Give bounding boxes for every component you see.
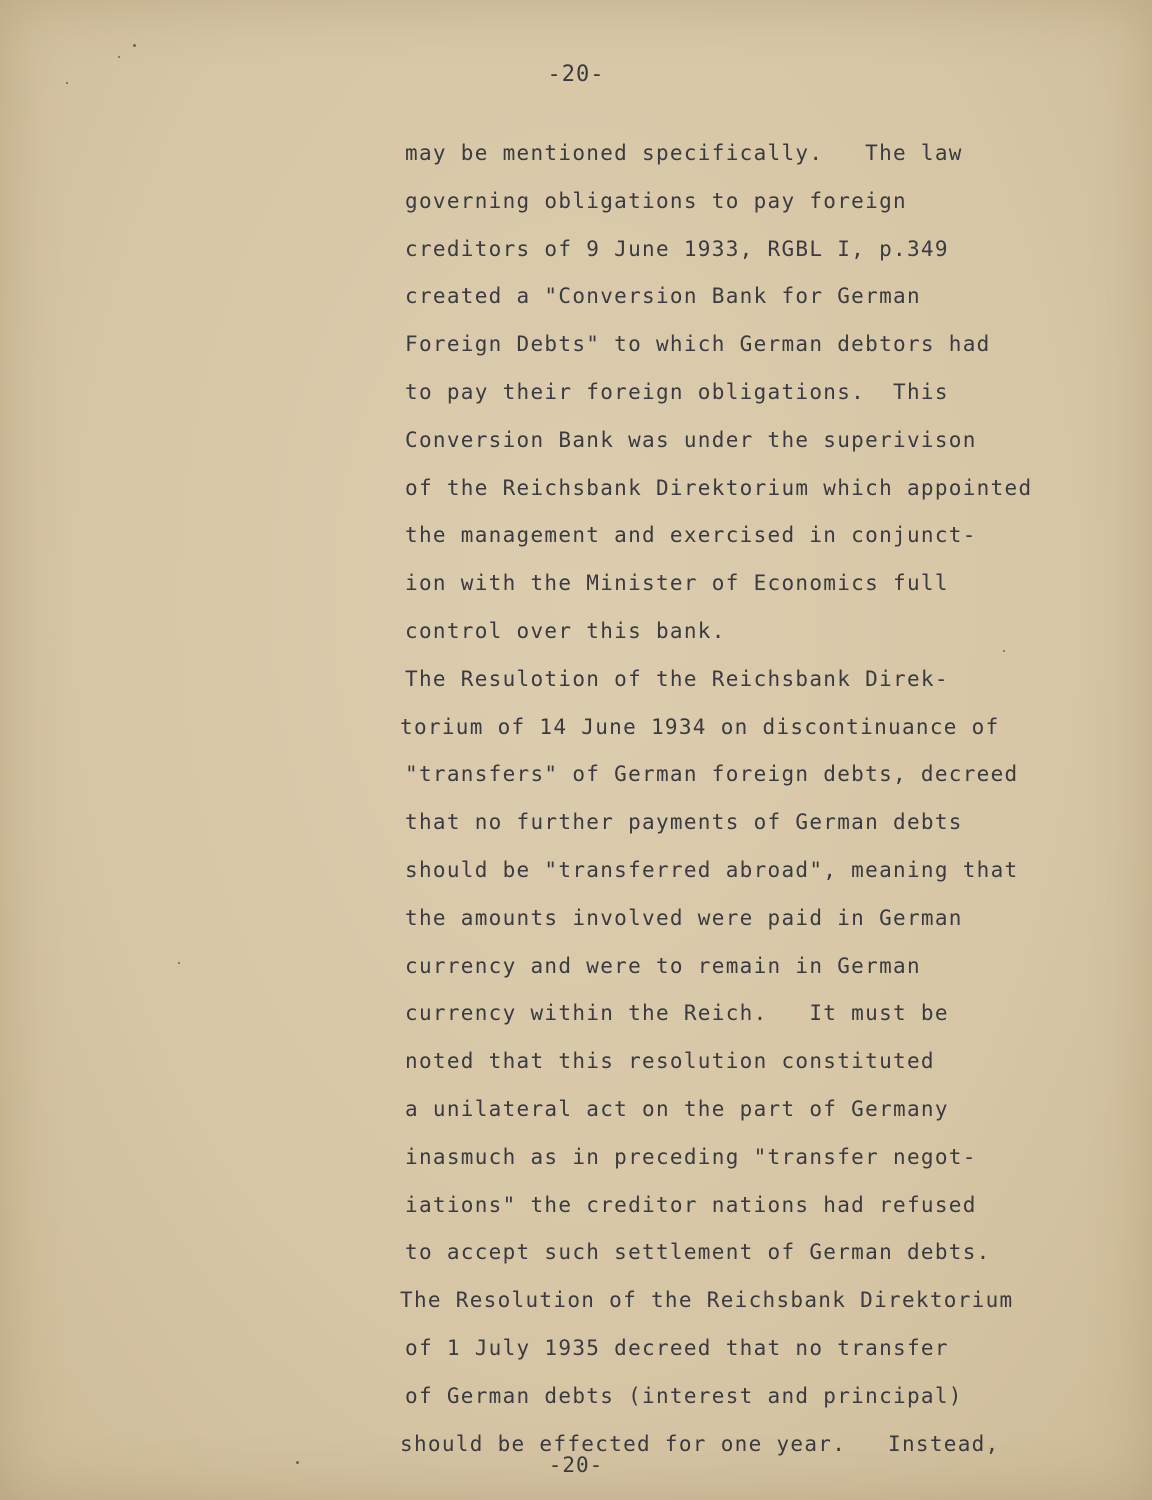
text-line: creditors of 9 June 1933, RGBL I, p.349 — [405, 236, 949, 261]
paper-speck — [178, 962, 180, 964]
paper-speck — [133, 44, 136, 47]
text-line: governing obligations to pay foreign — [405, 188, 907, 213]
text-line: iations" the creditor nations had refused — [405, 1192, 977, 1217]
text-line: noted that this resolution constituted — [405, 1049, 935, 1074]
text-line: torium of 14 June 1934 on discontinuance of — [400, 714, 1000, 739]
text-line: a unilateral act on the part of Germany — [405, 1096, 949, 1121]
text-line: control over this bank. — [405, 618, 726, 643]
text-line: to accept such settlement of German debts. — [405, 1240, 991, 1265]
text-line: "transfers" of German foreign debts, decreed — [405, 762, 1019, 787]
text-line: inasmuch as in preceding "transfer negot- — [405, 1144, 977, 1169]
text-line: that no further payments of German debts — [405, 810, 963, 835]
text-line: ion with the Minister of Economics full — [405, 571, 949, 596]
text-line: The Resulotion of the Reichsbank Direk- — [405, 666, 949, 691]
text-line: should be "transferred abroad", meaning that — [405, 857, 1019, 882]
text-line: of the Reichsbank Direktorium which appointed — [405, 475, 1033, 500]
text-line: should be effected for one year. Instead, — [400, 1431, 1000, 1456]
text-line: The Resolution of the Reichsbank Direktorium — [400, 1288, 1014, 1313]
text-line: currency within the Reich. It must be — [405, 1001, 949, 1026]
paper-speck — [1003, 650, 1005, 652]
text-line: Foreign Debts" to which German debtors had — [405, 332, 991, 357]
text-line: of 1 July 1935 decreed that no transfer — [405, 1335, 949, 1360]
paper-speck — [66, 82, 68, 84]
text-line: to pay their foreign obligations. This — [405, 379, 949, 404]
text-line: of German debts (interest and principal) — [405, 1383, 963, 1408]
page-number-top: -20- — [547, 62, 605, 87]
text-line: the amounts involved were paid in German — [405, 905, 963, 930]
paper-speck — [296, 1461, 299, 1464]
text-line: may be mentioned specifically. The law — [405, 141, 963, 165]
text-line: created a "Conversion Bank for German — [405, 284, 921, 309]
text-line: currency and were to remain in German — [405, 953, 921, 978]
paper-speck — [118, 56, 120, 58]
page-number-bottom: -20- — [548, 1453, 604, 1477]
body-text — [400, 130, 1085, 1468]
text-line: the management and exercised in conjunct- — [405, 523, 977, 548]
text-line: Conversion Bank was under the superivison — [405, 427, 977, 452]
